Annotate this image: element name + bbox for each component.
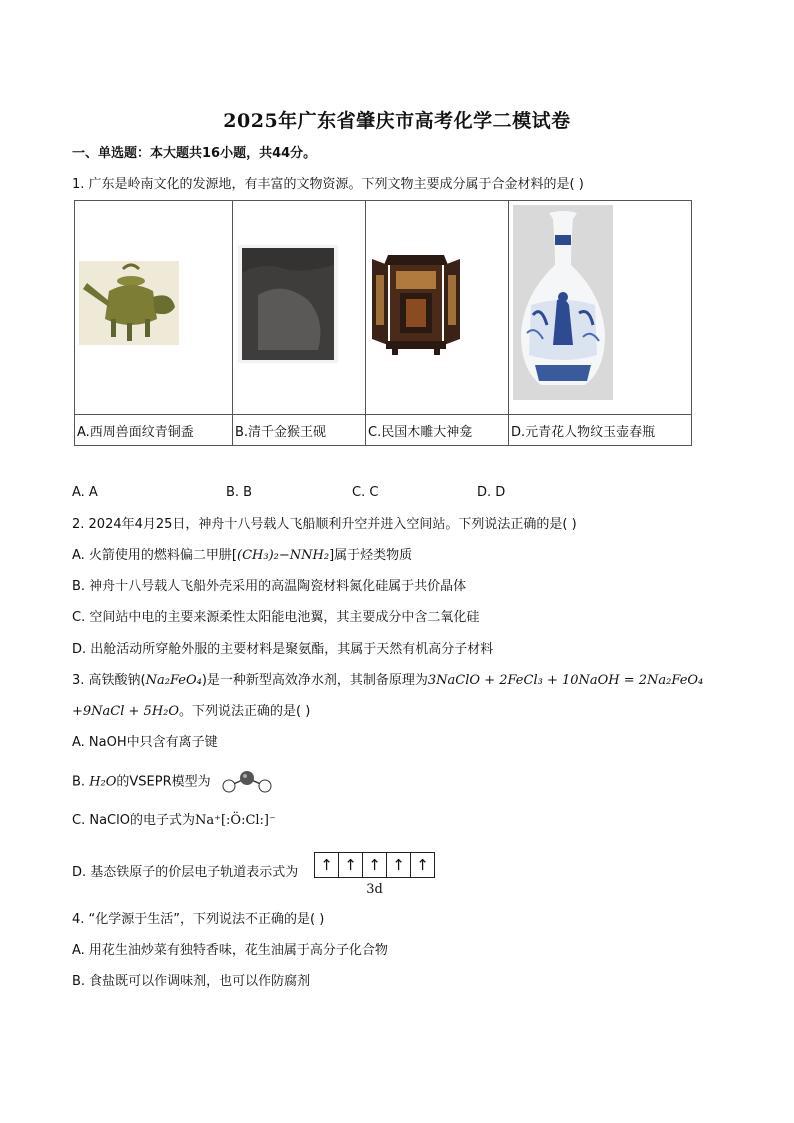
q3-equation-part-1: 3NaClO + 2FeCl₃ + 10NaOH = 2Na₂FeO₄ bbox=[427, 673, 704, 688]
option-c: C. C bbox=[352, 485, 379, 500]
orbital-diagram bbox=[314, 852, 435, 878]
q3-b-text: 的VSEPR模型为 bbox=[116, 774, 211, 790]
q3-c-text: C. NaClO的电子式为 bbox=[72, 813, 195, 828]
bronze-vessel-image bbox=[79, 261, 179, 345]
q3-stem-prefix: 3. 高铁酸钠( bbox=[72, 673, 146, 688]
question-3-option-d bbox=[72, 864, 298, 882]
artifact-image-cell-c bbox=[366, 201, 509, 415]
q2-a-formula: (CH₃)₂−NNH₂ bbox=[237, 548, 330, 563]
q3-stem-suffix: 。下列说法正确的是( ) bbox=[179, 704, 311, 719]
question-3-option-a: A. NaOH中只含有离子键 bbox=[72, 735, 218, 750]
question-2-option-d: D. 出舱活动所穿舱外服的主要材料是聚氨酯，其属于天然有机高分子材料 bbox=[72, 642, 494, 657]
inkstone-image bbox=[238, 245, 338, 363]
option-d: D. D bbox=[477, 485, 506, 500]
artifact-image-cell-d bbox=[509, 201, 692, 415]
porcelain-vase-image bbox=[513, 205, 613, 400]
shrine-image bbox=[370, 251, 462, 357]
artifact-image-cell-b bbox=[233, 201, 366, 415]
q3-d-text: D. 基态铁原子的价层电子轨道表示式为 bbox=[72, 865, 299, 880]
q3-c-formula: Na⁺[:Ö:Cl:]⁻ bbox=[194, 813, 276, 828]
question-1-stem: 1. 广东是岭南文化的发源地，有丰富的文物资源。下列文物主要成分属于合金材料的是( ) bbox=[72, 177, 584, 192]
question-2-option-a bbox=[72, 547, 412, 565]
question-3-stem-line-1 bbox=[72, 672, 703, 690]
question-4-option-a: A. 用花生油炒菜有独特香味，花生油属于高分子化合物 bbox=[72, 943, 388, 958]
artifact-caption-d: D.元青花人物纹玉壶春瓶 bbox=[509, 415, 692, 446]
q3-stem-middle: )是一种新型高效净水剂，其制备原理为 bbox=[201, 673, 428, 688]
question-3-stem-line-2 bbox=[72, 703, 310, 721]
artifact-table bbox=[74, 200, 692, 446]
question-3-option-b bbox=[72, 770, 275, 794]
orbital-box: ↑ bbox=[363, 853, 387, 877]
orbital-box: ↑ bbox=[339, 853, 363, 877]
artifact-caption-a: A.西周兽面纹青铜盉 bbox=[75, 415, 233, 446]
orbital-box: ↑ bbox=[387, 853, 411, 877]
vsepr-model-icon bbox=[219, 770, 275, 794]
question-3-option-c bbox=[72, 812, 276, 830]
orbital-box: ↑ bbox=[315, 853, 339, 877]
q3-equation-part-2: +9NaCl + 5H₂O bbox=[72, 704, 180, 719]
artifact-image-cell-a bbox=[75, 201, 233, 415]
q3-b-prefix: B. bbox=[72, 774, 90, 790]
artifact-caption-b: B.清千金猴王砚 bbox=[233, 415, 366, 446]
q3-stem-formula: Na₂FeO₄ bbox=[145, 673, 202, 688]
page-title: 2025年广东省肇庆市高考化学二模试卷 bbox=[223, 110, 571, 132]
option-a: A. A bbox=[72, 485, 98, 500]
section-heading: 一、单选题：本大题共16小题，共44分。 bbox=[72, 146, 317, 161]
q2-a-prefix: A. 火箭使用的燃料偏二甲肼[ bbox=[72, 548, 238, 563]
question-2-option-c: C. 空间站中电的主要来源柔性太阳能电池翼，其主要成分中含二氧化硅 bbox=[72, 610, 480, 625]
question-4-stem: 4. “化学源于生活”，下列说法不正确的是( ) bbox=[72, 912, 325, 927]
orbital-box: ↑ bbox=[416, 856, 429, 874]
artifact-caption-c: C.民国木雕大神龛 bbox=[366, 415, 509, 446]
q3-b-formula: H₂O bbox=[89, 774, 117, 790]
option-b: B. B bbox=[226, 485, 253, 500]
question-2-option-b: B. 神舟十八号载人飞船外壳采用的高温陶瓷材料氮化硅属于共价晶体 bbox=[72, 579, 467, 594]
question-4-option-b: B. 食盐既可以作调味剂，也可以作防腐剂 bbox=[72, 974, 311, 989]
question-2-stem: 2. 2024年4月25日，神舟十八号载人飞船顺利升空并进入空间站。下列说法正确的是( ) bbox=[72, 517, 577, 532]
q2-a-suffix: ]属于烃类物质 bbox=[329, 548, 413, 563]
orbital-label: 3d bbox=[366, 882, 383, 897]
